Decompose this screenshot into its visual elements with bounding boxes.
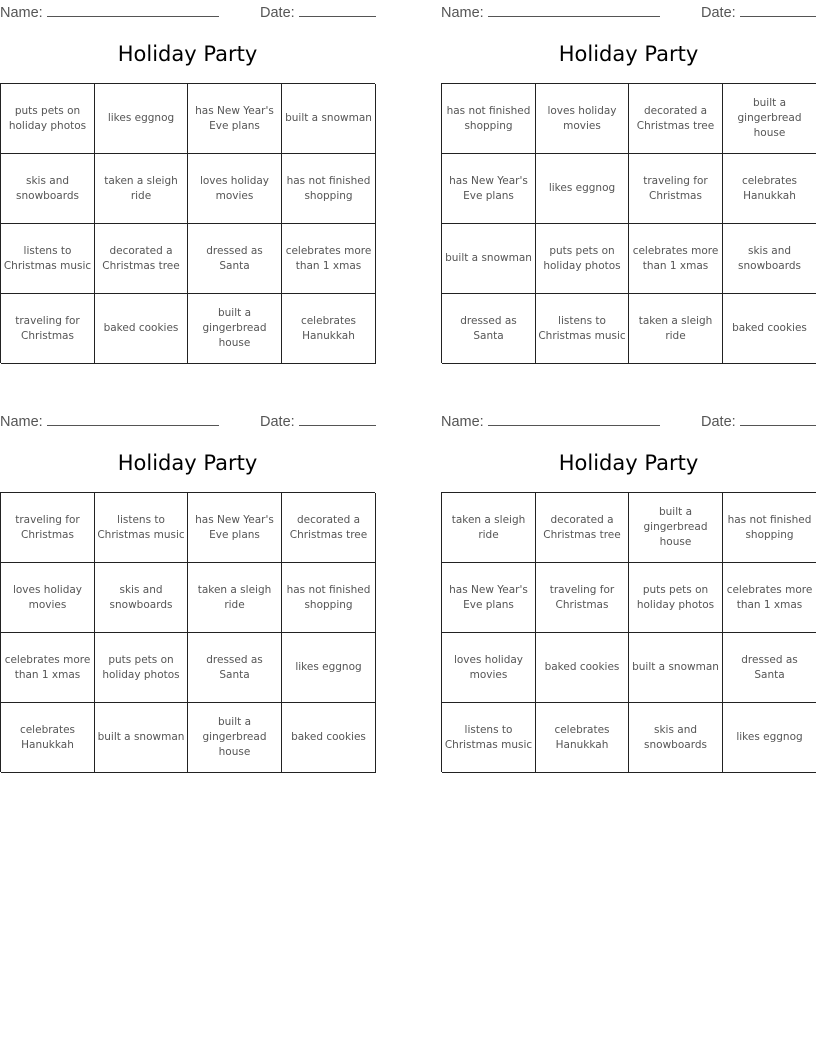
bingo-cell: built a gingerbread house	[629, 493, 723, 563]
bingo-cell: likes eggnog	[723, 703, 816, 773]
bingo-cell: baked cookies	[723, 294, 816, 364]
bingo-card	[0, 0, 375, 365]
name-blank-line	[488, 411, 660, 426]
bingo-cell: taken a sleigh ride	[442, 493, 536, 563]
bingo-cell: has not finished shopping	[282, 154, 376, 224]
name-field	[441, 2, 660, 21]
bingo-cell: puts pets on holiday photos	[1, 84, 95, 154]
bingo-cell: has New Year's Eve plans	[442, 154, 536, 224]
card-title: Holiday Party	[558, 451, 699, 475]
bingo-cell: puts pets on holiday photos	[629, 563, 723, 633]
bingo-cell: taken a sleigh ride	[629, 294, 723, 364]
bingo-cell: dressed as Santa	[442, 294, 536, 364]
bingo-cell: built a snowman	[442, 224, 536, 294]
name-field	[0, 411, 219, 430]
bingo-cell: celebrates Hanukkah	[536, 703, 629, 773]
name-blank-line	[47, 2, 219, 17]
bingo-cell: skis and snowboards	[1, 154, 95, 224]
bingo-cell: puts pets on holiday photos	[536, 224, 629, 294]
card-title: Holiday Party	[117, 451, 258, 475]
bingo-cell: has not finished shopping	[282, 563, 376, 633]
name-label: Name:	[441, 5, 484, 21]
bingo-cell: dressed as Santa	[188, 633, 282, 703]
bingo-cell: built a snowman	[95, 703, 188, 773]
bingo-cell: has not finished shopping	[723, 493, 816, 563]
bingo-cell: has New Year's Eve plans	[188, 84, 282, 154]
date-blank-line	[740, 2, 816, 17]
bingo-cell: loves holiday movies	[188, 154, 282, 224]
name-label: Name:	[0, 414, 43, 430]
bingo-card	[0, 409, 375, 774]
bingo-grid	[441, 83, 816, 363]
bingo-cell: traveling for Christmas	[1, 294, 95, 364]
date-blank-line	[740, 411, 816, 426]
date-label: Date:	[701, 414, 736, 430]
name-field	[0, 2, 219, 21]
bingo-cell: celebrates more than 1 xmas	[629, 224, 723, 294]
bingo-cell: loves holiday movies	[536, 84, 629, 154]
card-title: Holiday Party	[558, 42, 699, 66]
name-blank-line	[47, 411, 219, 426]
bingo-cell: baked cookies	[536, 633, 629, 703]
bingo-cell: celebrates Hanukkah	[282, 294, 376, 364]
date-field	[260, 411, 376, 430]
bingo-cell: listens to Christmas music	[95, 493, 188, 563]
bingo-cell: decorated a Christmas tree	[95, 224, 188, 294]
bingo-cell: likes eggnog	[95, 84, 188, 154]
bingo-cell: decorated a Christmas tree	[629, 84, 723, 154]
bingo-cell: celebrates Hanukkah	[723, 154, 816, 224]
bingo-cell: traveling for Christmas	[536, 563, 629, 633]
bingo-cell: puts pets on holiday photos	[95, 633, 188, 703]
bingo-cell: celebrates more than 1 xmas	[723, 563, 816, 633]
bingo-cell: taken a sleigh ride	[95, 154, 188, 224]
bingo-cell: has New Year's Eve plans	[442, 563, 536, 633]
bingo-cell: skis and snowboards	[723, 224, 816, 294]
bingo-cell: traveling for Christmas	[1, 493, 95, 563]
bingo-cell: baked cookies	[95, 294, 188, 364]
bingo-cell: loves holiday movies	[1, 563, 95, 633]
name-blank-line	[488, 2, 660, 17]
date-label: Date:	[701, 5, 736, 21]
bingo-cell: skis and snowboards	[629, 703, 723, 773]
bingo-cell: listens to Christmas music	[1, 224, 95, 294]
bingo-cell: likes eggnog	[282, 633, 376, 703]
bingo-cell: dressed as Santa	[188, 224, 282, 294]
bingo-grid	[0, 492, 375, 772]
bingo-card	[441, 409, 816, 774]
bingo-cell: decorated a Christmas tree	[282, 493, 376, 563]
bingo-grid	[441, 492, 816, 772]
bingo-cell: built a gingerbread house	[188, 294, 282, 364]
date-field	[701, 411, 816, 430]
bingo-cell: listens to Christmas music	[536, 294, 629, 364]
bingo-cell: traveling for Christmas	[629, 154, 723, 224]
date-label: Date:	[260, 414, 295, 430]
name-label: Name:	[441, 414, 484, 430]
bingo-card	[441, 0, 816, 365]
bingo-cell: baked cookies	[282, 703, 376, 773]
bingo-cell: celebrates more than 1 xmas	[282, 224, 376, 294]
bingo-cell: taken a sleigh ride	[188, 563, 282, 633]
bingo-cell: likes eggnog	[536, 154, 629, 224]
bingo-cell: listens to Christmas music	[442, 703, 536, 773]
bingo-cell: loves holiday movies	[442, 633, 536, 703]
bingo-cell: built a snowman	[629, 633, 723, 703]
bingo-cell: built a snowman	[282, 84, 376, 154]
name-field	[441, 411, 660, 430]
bingo-cell: celebrates Hanukkah	[1, 703, 95, 773]
date-field	[260, 2, 376, 21]
bingo-cell: built a gingerbread house	[188, 703, 282, 773]
bingo-cell: dressed as Santa	[723, 633, 816, 703]
date-blank-line	[299, 2, 376, 17]
bingo-cell: skis and snowboards	[95, 563, 188, 633]
date-field	[701, 2, 816, 21]
bingo-grid	[0, 83, 375, 363]
card-title: Holiday Party	[117, 42, 258, 66]
date-label: Date:	[260, 5, 295, 21]
bingo-cell: decorated a Christmas tree	[536, 493, 629, 563]
bingo-cell: celebrates more than 1 xmas	[1, 633, 95, 703]
bingo-cell: has not finished shopping	[442, 84, 536, 154]
date-blank-line	[299, 411, 376, 426]
bingo-cell: built a gingerbread house	[723, 84, 816, 154]
name-label: Name:	[0, 5, 43, 21]
bingo-cell: has New Year's Eve plans	[188, 493, 282, 563]
